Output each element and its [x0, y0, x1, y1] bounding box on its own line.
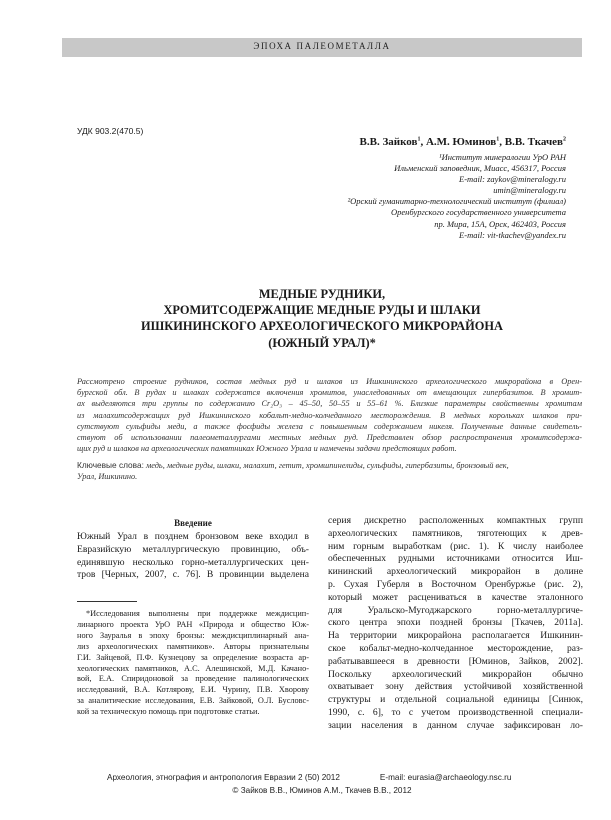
- body-line: Южный Урал в позднем бронзовом веке входил в: [77, 531, 309, 542]
- footnote-line: ного Зауралья в эпоху бронзы: междисциплинарный ана-: [77, 630, 309, 640]
- authors-line: [360, 136, 566, 148]
- body-line: структуры и отдельной социальной единицы [Синюк,: [328, 694, 583, 706]
- author-affil-mark: 2: [563, 136, 566, 143]
- author-affil-mark: 1: [496, 136, 500, 143]
- title-line: ИШКИНИНСКОГО АРХЕОЛОГИЧЕСКОГО МИКРОРАЙОНА: [140, 319, 503, 334]
- title-line: (ЮЖНЫЙ УРАЛ)*: [268, 335, 376, 350]
- body-line: единявшую несколько горно-металлургических цен-: [77, 556, 309, 568]
- body-line: ского центра эпохи поздней бронзы [Ткачев, 2011а].: [328, 617, 583, 629]
- body-line: Евразийскую металлургическую провинцию, объ-: [77, 543, 309, 555]
- body-line: 1990, с. 6], то с учетом производственной специали-: [328, 706, 583, 718]
- abstract-line: бургской обл. В рудах и шлаках содержатся включения хромитов, унаследованных от вмещающих гипербазитов. В хромит-: [77, 388, 582, 398]
- abstract-line: ствуют об использовании палеометаллургами местных медных руд. Представлен обзор распространения хромитсодержа-: [77, 433, 582, 443]
- body-line: ним горным выработкам (рис. 1). К числу наиболее: [328, 540, 583, 552]
- author-name: А.М. Юминов: [425, 136, 497, 148]
- footnote-line: лиз археологических памятников». Авторы признательны: [77, 641, 309, 651]
- body-line: охватывает зону действия устойчивой хозяйственной: [328, 681, 583, 693]
- copyright: © Зайков В.В., Юминов А.М., Ткачев В.В., 2012: [232, 786, 412, 795]
- body-line: р. Сухая Губерля в Восточном Оренбуржье (рис. 2),: [328, 578, 583, 590]
- journal-footer: [77, 773, 582, 782]
- footnote-line: вой, Е.А. Спиридоновой за проведение палинологических: [77, 674, 309, 684]
- body-line: для Уральско-Мугоджарского горно-металлургиче-: [328, 604, 583, 616]
- keywords: [77, 460, 582, 482]
- body-line: тров [Черных, 2007, с. 76]. В провинции выделена: [77, 569, 309, 581]
- right-column-text: [328, 515, 583, 733]
- abstract-line: ах выделяются три группы по содержанию Cr₂O₃ – 45–50, 50–55 и 55–61 %. Близкие параметры свойственны хромитам: [77, 399, 582, 409]
- body-line: На территории микрорайона располагается Ишкинин-: [328, 630, 583, 642]
- udc-code: УДК 903.2(470.5): [77, 126, 144, 136]
- body-line: зации населения в данном случае зафиксирован ло-: [328, 719, 583, 731]
- section-heading-introduction: Введение: [174, 518, 212, 528]
- body-line: который может расцениваться в качестве эталонного: [328, 591, 583, 603]
- affiliation-email[interactable]: umin@mineralogy.ru: [493, 185, 566, 196]
- left-column-text: [77, 531, 309, 582]
- keywords-list-cont: Урал, Ишкинино.: [77, 472, 138, 482]
- body-line: археологических памятников, тяготеющих к древ-: [328, 527, 583, 539]
- journal-issue: Археология, этнография и антропология Евразии 2 (50) 2012: [107, 773, 340, 782]
- affiliation-line: Ильменский заповедник, Миасс, 456317, Россия: [394, 163, 566, 174]
- abstract-line: из малахитсодержащих руд Ишкининского кобальт-медно-колчеданного месторождения. В медных корольках шлаков при-: [77, 410, 582, 420]
- author-name: В.В. Зайков: [359, 136, 418, 148]
- author-name: В.В. Ткачев: [504, 136, 563, 148]
- footnote-line: линарного проекта УрО РАН «Природа и общество Юж-: [77, 619, 309, 629]
- title-line: ХРОМИТСОДЕРЖАЩИЕ МЕДНЫЕ РУДЫ И ШЛАКИ: [163, 303, 481, 318]
- abstract: [77, 376, 582, 454]
- footnote-rule: [77, 601, 137, 602]
- author-affil-mark: 1: [417, 136, 421, 143]
- keywords-label: Ключевые слова:: [77, 460, 144, 470]
- abstract-line: сутствуют сульфиды меди, а также фосфиды железа с повышенным содержанием никеля. Полученные данные свидетель-: [77, 421, 582, 431]
- abstract-line: щих руд и шлаков на археологических памятниках Южного Урала и намечены задачи предстоящих работ.: [77, 444, 457, 454]
- footnote-line: кой за техническую помощь при подготовке статьи.: [77, 707, 260, 717]
- author-separator: ,: [499, 136, 505, 148]
- affiliation-email[interactable]: E-mail: vit-tkachev@yandex.ru: [459, 229, 566, 240]
- affiliations: [236, 152, 566, 241]
- footnote-line: исследований, В.А. Котлярову, Е.И. Чурину, П.В. Хворову: [77, 685, 309, 695]
- keywords-list: медь, медные руды, шлаки, малахит, гетит, хромшпинелиды, сульфиды, гипербазиты, бронзовый век,: [143, 461, 509, 470]
- journal-email[interactable]: E-mail: eurasia@archaeology.nsc.ru: [379, 773, 512, 782]
- article-title: [62, 286, 582, 351]
- affiliation-email[interactable]: E-mail: zaykov@mineralogy.ru: [459, 174, 566, 185]
- body-line: обеспеченных рудными источниками относится Иш-: [328, 553, 583, 565]
- body-line: Поскольку археологический микрорайон обычно: [328, 668, 583, 680]
- body-line: рабатывавшееся в древности [Юминов, Зайков, 2002].: [328, 655, 583, 667]
- footnote: [77, 609, 309, 718]
- affiliation-line: ¹Институт минералогии УрО РАН: [439, 152, 566, 162]
- body-line: ское кобальт-медно-колчеданное месторождение, раз-: [328, 642, 583, 654]
- body-line: серия дискретно расположенных компактных групп: [328, 515, 583, 526]
- body-line: кининский археологический микрорайон в долине: [328, 566, 583, 578]
- footnote-line: *Исследования выполнены при поддержке междисцип-: [86, 609, 309, 618]
- title-line: МЕДНЫЕ РУДНИКИ,: [258, 287, 386, 301]
- affiliation-line: пр. Мира, 15А, Орск, 462403, Россия: [434, 218, 566, 229]
- abstract-line: Рассмотрено строение рудников, состав медных руд и шлаков из Ишкининского археологического микрорайона в Орен-: [77, 377, 582, 386]
- affiliation-line: ²Орский гуманитарно-технологический институт (филиал): [347, 196, 566, 207]
- footnote-line: за аналитические исследования, Е.В. Зайковой, О.Л. Бусловс-: [77, 696, 309, 706]
- footnote-line: Г.И. Зайцевой, П.Ф. Кузнецову за определение возраста ар-: [77, 652, 309, 662]
- author-separator: ,: [420, 136, 426, 148]
- affiliation-line: Оренбургского государственного университета: [391, 207, 566, 218]
- section-header: ЭПОХА ПАЛЕОМЕТАЛЛА: [253, 41, 391, 51]
- footnote-line: хеологических памятников, А.С. Алешинской, М.Д. Качано-: [77, 663, 309, 673]
